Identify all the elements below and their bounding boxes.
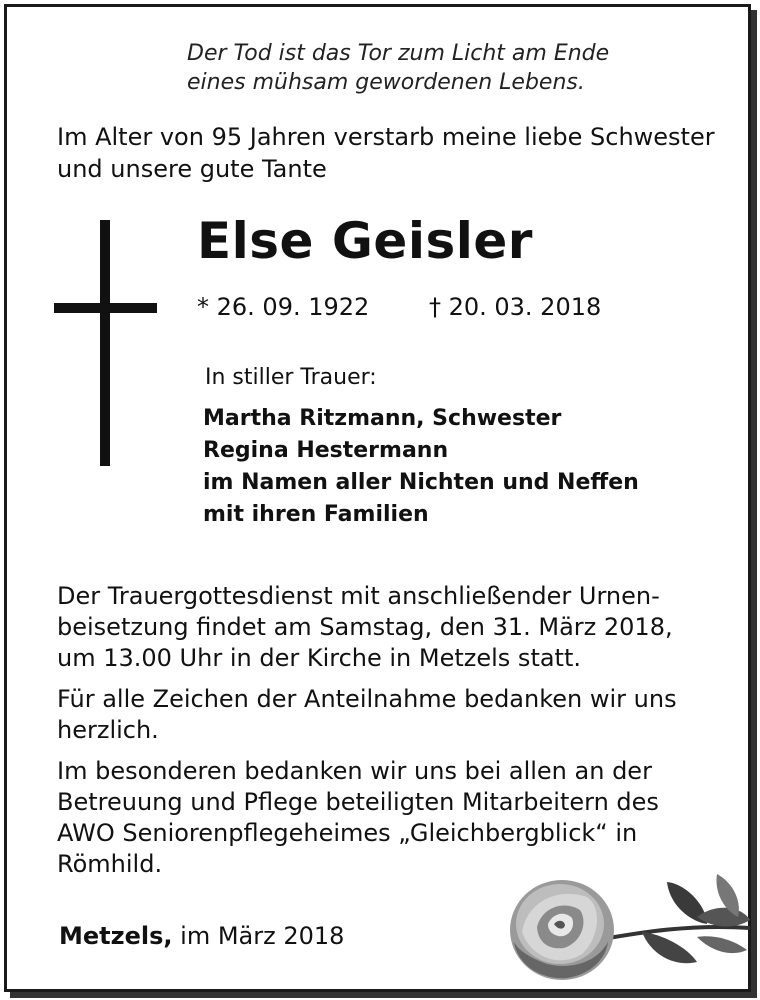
deceased-name: Else Geisler: [197, 212, 533, 270]
intro-text: [57, 121, 715, 185]
mourner-line: mit ihren Familien: [203, 502, 429, 527]
place-name: Metzels,: [59, 922, 173, 950]
mourners-list: [203, 403, 639, 531]
body-line: Römhild.: [57, 850, 163, 878]
body-line: Für alle Zeichen der Anteilnahme bedanken wir uns: [57, 685, 677, 713]
intro-line-1: Im Alter von 95 Jahren verstarb meine liebe Schwester: [57, 123, 715, 151]
obituary-frame: [4, 4, 751, 992]
mourner-line: Martha Ritzmann, Schwester: [203, 406, 562, 431]
motto-line-1: Der Tod ist das Tor zum Licht am Ende: [187, 41, 610, 66]
body-line: um 13.00 Uhr in der Kirche in Metzels statt.: [57, 644, 582, 672]
birth-date: * 26. 09. 1922: [197, 293, 370, 321]
body-line: AWO Seniorenpflegeheimes „Gleichbergblick“ in: [57, 819, 638, 847]
body-line: herzlich.: [57, 716, 159, 744]
mourner-line: Regina Hestermann: [203, 438, 449, 463]
motto: [187, 39, 667, 97]
cross-icon-bar: [54, 303, 157, 313]
place-date: [59, 922, 344, 950]
life-dates: [197, 293, 601, 321]
motto-line-2: eines mühsam gewordenen Lebens.: [187, 70, 585, 95]
announcement-body: [57, 571, 737, 890]
body-line: Betreuung und Pflege beteiligten Mitarbeitern des: [57, 788, 659, 816]
intro-line-2: und unsere gute Tante: [57, 155, 327, 183]
mourning-label: In stiller Trauer:: [205, 365, 377, 390]
body-line: beisetzung findet am Samstag, den 31. März 2018,: [57, 613, 673, 641]
cross-icon: [100, 220, 110, 466]
body-line: Der Trauergottesdienst mit anschließender Urnen-: [57, 582, 660, 610]
body-line: Im besonderen bedanken wir uns bei allen an der: [57, 757, 652, 785]
mourner-line: im Namen aller Nichten und Neffen: [203, 470, 639, 495]
death-date: † 20. 03. 2018: [428, 293, 602, 321]
date-text: im März 2018: [172, 922, 345, 950]
rose-icon: [502, 862, 752, 992]
